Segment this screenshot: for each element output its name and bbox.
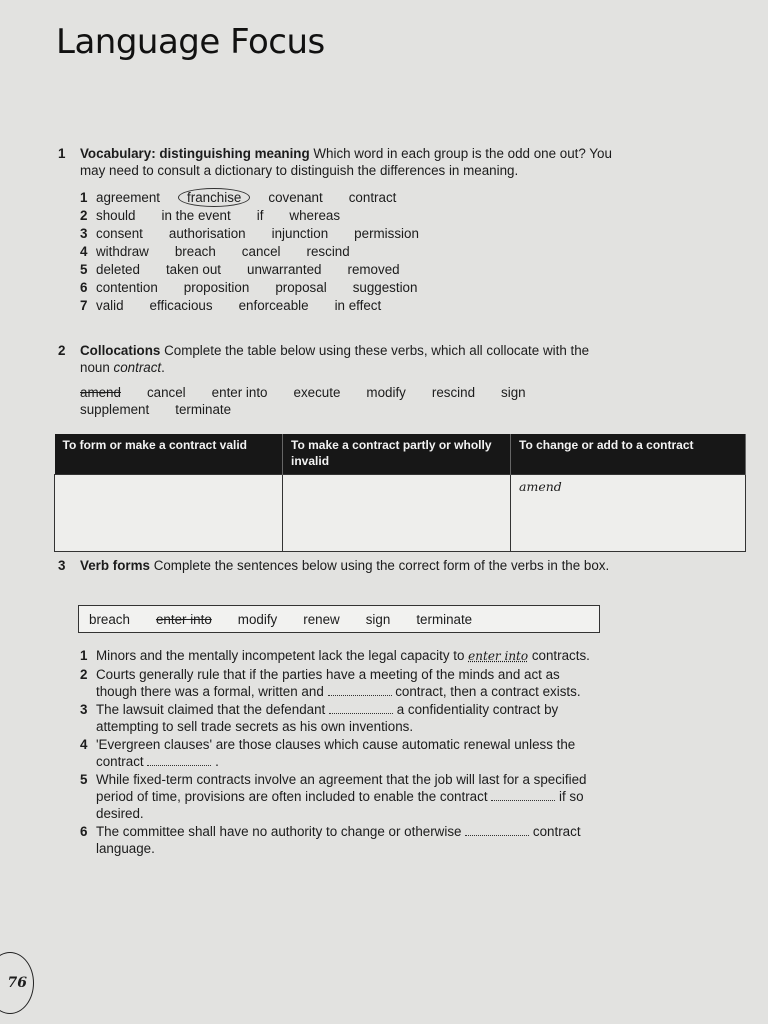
instruction-end: .: [161, 360, 165, 375]
collocation-table: [54, 434, 746, 552]
sentence-number: 3: [80, 702, 88, 717]
section-number: 1: [58, 146, 66, 161]
vocab-word[interactable]: valid: [96, 297, 124, 313]
sentence-text: The committee shall have no authority to change or otherwise: [96, 824, 466, 839]
verb-bank-item: modify: [366, 385, 406, 400]
sentence-item: [80, 666, 602, 700]
verb-box-item: enter into: [155, 611, 212, 627]
sentence-text: Courts generally rule that if the parties have a meeting of the minds and act as though there was a formal, written and: [96, 667, 560, 699]
vocab-row: [80, 278, 618, 296]
section-heading: Collocations: [80, 343, 161, 358]
sentence-text-after: contract, then a contract exists.: [391, 684, 581, 699]
vocab-row-number: 1: [80, 189, 88, 205]
vocab-row-number: 5: [80, 261, 88, 277]
vocab-word[interactable]: consent: [96, 225, 143, 241]
sentence-number: 5: [80, 772, 88, 787]
vocab-row: [80, 296, 618, 314]
sentence-number: 6: [80, 824, 88, 839]
verb-bank-item: cancel: [146, 385, 186, 400]
verb-box-item: modify: [237, 611, 278, 627]
vocab-word[interactable]: contract: [348, 189, 397, 205]
instruction-emphasis: contract: [113, 360, 162, 375]
table-cell-change[interactable]: amend: [511, 475, 746, 552]
table-cell-invalid[interactable]: [283, 475, 511, 552]
vocab-word[interactable]: deleted: [96, 261, 140, 277]
verb-bank-item: terminate: [175, 402, 232, 417]
verb-bank-item: supplement: [80, 402, 150, 417]
vocab-word[interactable]: agreement: [96, 189, 161, 205]
sentence-number: 4: [80, 737, 88, 752]
sentence-text-after: if so desired.: [96, 789, 584, 821]
vocab-word[interactable]: injunction: [271, 225, 329, 241]
vocab-word-circled[interactable]: franchise: [178, 188, 250, 207]
vocab-word[interactable]: authorisation: [168, 225, 246, 241]
answer-blank[interactable]: [465, 823, 529, 836]
vocab-word[interactable]: rescind: [306, 243, 350, 259]
table-header-invalid: To make a contract partly or wholly invalid: [283, 434, 511, 475]
vocab-word[interactable]: breach: [174, 243, 216, 259]
vocab-word[interactable]: if: [256, 207, 264, 223]
vocab-word[interactable]: removed: [347, 261, 400, 277]
vocab-row-number: 6: [80, 279, 88, 295]
vocab-word[interactable]: cancel: [241, 243, 281, 259]
sentence-list: [80, 647, 602, 857]
vocab-row: [80, 206, 618, 224]
verb-bank-item: execute: [293, 385, 341, 400]
vocab-list: [80, 188, 618, 314]
vocab-word[interactable]: taken out: [165, 261, 222, 277]
sentences-block: [80, 647, 602, 858]
vocab-word[interactable]: unwarranted: [247, 261, 322, 277]
section-instruction: [80, 145, 618, 179]
sentence-text-after: .: [211, 754, 219, 769]
sentence-text-after: a confidentiality contract by attempting to sell trade secrets as his own inventions.: [96, 702, 559, 734]
instruction-text: Complete the sentences below using the correct form of the verbs in the box.: [149, 558, 610, 573]
vocab-word[interactable]: whereas: [289, 207, 341, 223]
vocab-row-number: 3: [80, 225, 88, 241]
vocab-row: [80, 260, 618, 278]
table-header-valid: To form or make a contract valid: [55, 434, 283, 475]
vocab-word[interactable]: in the event: [161, 207, 231, 223]
sentence-text-after: contracts.: [528, 648, 590, 663]
section-vocabulary: [58, 145, 618, 314]
vocab-word[interactable]: in effect: [334, 297, 382, 313]
vocab-row: [80, 224, 618, 242]
page-number: 76: [0, 952, 34, 1014]
table-header-change: To change or add to a contract: [511, 434, 746, 475]
sentence-text: While fixed-term contracts involve an agreement that the job will last for a specified period of time, provisions are often included to enable the contract: [96, 772, 587, 804]
vocab-word[interactable]: enforceable: [238, 297, 309, 313]
sentence-item: [80, 736, 602, 770]
section-heading: Vocabulary: distinguishing meaning: [80, 146, 310, 161]
verb-box-item: breach: [89, 611, 130, 627]
section-collocations: [58, 342, 618, 418]
instruction-text: Which word in each group is the odd one out? You may need to consult a dictionary to distinguish the differences in meaning.: [80, 146, 612, 178]
vocab-word[interactable]: withdraw: [96, 243, 149, 259]
section-number: 2: [58, 343, 66, 358]
vocab-row-number: 7: [80, 297, 88, 313]
verb-bank-item: sign: [501, 385, 526, 400]
verb-box: [78, 605, 600, 633]
vocab-word[interactable]: proposal: [275, 279, 327, 295]
section-instruction: [80, 557, 618, 574]
page-title: Language Focus: [56, 22, 325, 62]
sentence-text: 'Evergreen clauses' are those clauses which cause automatic renewal unless the contract: [96, 737, 576, 769]
answer-blank[interactable]: [491, 788, 555, 801]
vocab-row: [80, 242, 618, 260]
verb-bank-item: enter into: [211, 385, 268, 400]
vocab-row-number: 4: [80, 243, 88, 259]
sentence-text-after: contract language.: [96, 824, 581, 856]
answer-blank[interactable]: [329, 701, 393, 714]
vocab-row-number: 2: [80, 207, 88, 223]
verb-box-item: sign: [365, 611, 391, 627]
instruction-text: Complete the table below using these verbs, which all collocate with the noun: [80, 343, 590, 375]
vocab-word[interactable]: contention: [96, 279, 158, 295]
section-instruction: [80, 342, 618, 376]
answer-blank[interactable]: [147, 753, 211, 766]
section-heading: Verb forms: [80, 558, 150, 573]
vocab-word[interactable]: suggestion: [352, 279, 418, 295]
sentence-text: Minors and the mentally incompetent lack the legal capacity to: [96, 648, 469, 663]
vocab-word[interactable]: permission: [354, 225, 419, 241]
verb-box-item: renew: [303, 611, 340, 627]
vocab-word[interactable]: proposition: [183, 279, 250, 295]
sentence-text: The lawsuit claimed that the defendant: [96, 702, 329, 717]
vocab-word[interactable]: efficacious: [149, 297, 213, 313]
sentence-item: [80, 823, 602, 857]
verb-box-item: terminate: [416, 611, 473, 627]
sentence-number: 1: [80, 648, 88, 663]
sentence-number: 2: [80, 667, 88, 682]
sentence-item: [80, 701, 602, 735]
table-cell-valid[interactable]: [55, 475, 283, 552]
vocab-word[interactable]: covenant: [268, 189, 323, 205]
verb-bank-item: rescind: [431, 385, 476, 400]
sentence-item: [80, 647, 602, 665]
verb-bank: [80, 384, 618, 418]
section-number: 3: [58, 558, 66, 573]
verb-bank-item: amend: [80, 385, 121, 400]
vocab-word[interactable]: should: [96, 207, 136, 223]
section-verb-forms: [58, 557, 618, 574]
vocab-row: [80, 188, 618, 206]
answer-handwritten[interactable]: enter into: [468, 649, 529, 663]
answer-blank[interactable]: [328, 683, 392, 696]
sentence-item: [80, 771, 602, 822]
